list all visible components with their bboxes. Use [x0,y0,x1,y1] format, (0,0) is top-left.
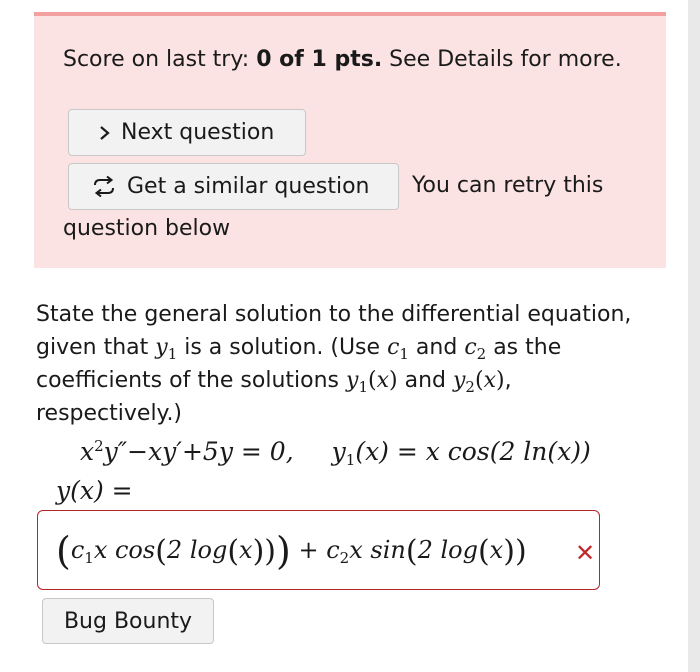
x-mark-icon: ✕ [575,539,596,567]
score-summary: Score on last try: 0 of 1 pts. See Details for more. [63,47,622,72]
c2-symbol: $c_2$ [464,335,487,363]
question-prompt: State the general solution to the differential equation, given that $y_1$ is a solution. (Use $c_1$ and $c_2$ as the coefficients of the solutions $y_1(x)$ and $y_2(x)$, respectively.) [36,302,632,426]
answer-input[interactable] [37,510,600,590]
bug-bounty-button[interactable] [42,598,214,644]
score-panel [34,12,666,268]
refresh-arrows-icon [91,176,117,198]
y1-symbol: $y_1$ [155,335,178,363]
retry-note-line1: You can retry this [412,173,604,198]
bug-bounty-label: Bug Bounty [63,608,193,634]
next-question-button[interactable] [68,109,306,156]
differential-equation: $x^2y''-xy'+5y = 0$, $y_1(x) = x$ cos(2 ln(x)) [80,437,591,469]
answer-expression: ($c_1x$ cos(2 $\log(x))) + c_2x$ sin(2 log(x)) [56,529,527,573]
y2x-symbol: $y_2(x)$ [452,368,505,396]
chevron-right-icon [99,125,111,141]
retry-note-line2: question below [63,216,231,241]
scrollbar-track[interactable] [688,0,700,672]
similar-question-label: Get a similar question [127,174,370,199]
answer-label: y(x) = [56,476,133,505]
score-value: 0 of 1 pts. [256,47,383,72]
c1-symbol: $c_1$ [387,335,409,363]
similar-question-button[interactable] [68,163,399,210]
next-question-label: Next question [121,120,275,145]
y1x-symbol: $y_1(x)$ [346,368,398,396]
